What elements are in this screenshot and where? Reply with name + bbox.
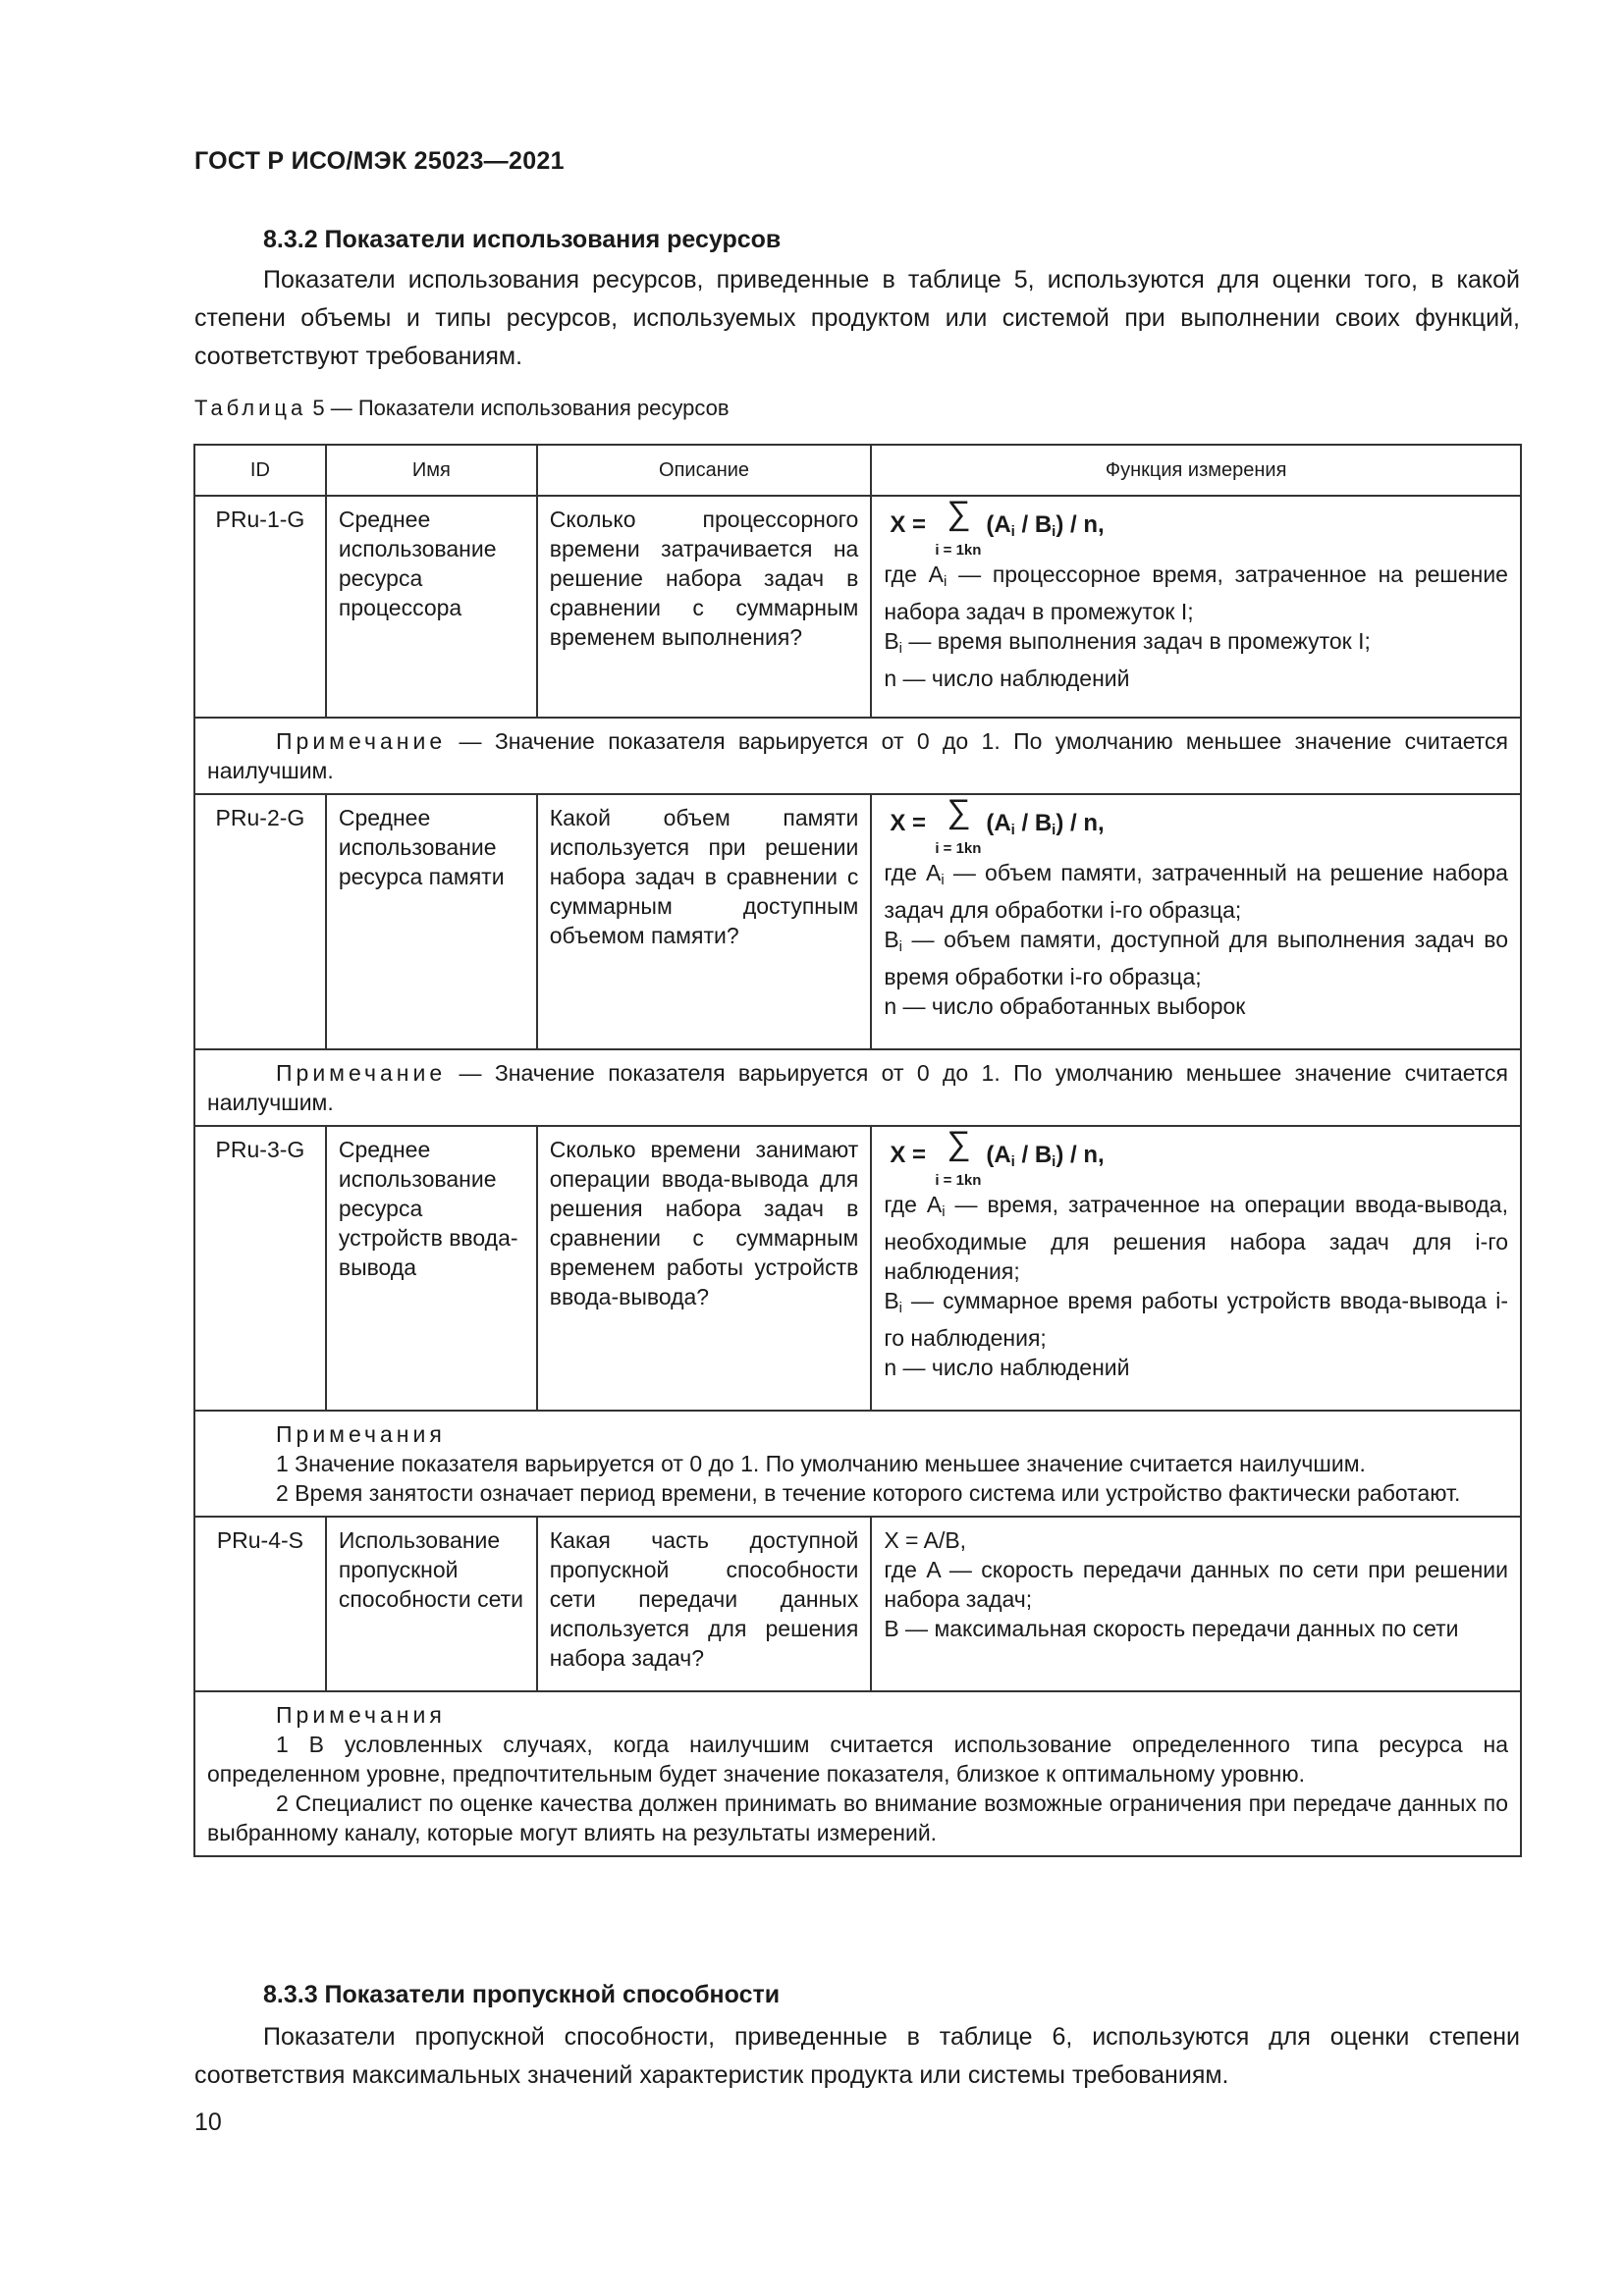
sum-symbol-icon: ∑ (947, 1125, 971, 1162)
resource-utilization-table (193, 444, 1522, 1857)
row-name: Использование пропускной способности сети (326, 1517, 537, 1691)
table-caption (194, 396, 730, 421)
page-number: 10 (194, 2109, 222, 2136)
row-name: Среднее использование ресурса памяти (326, 794, 537, 1049)
row-description: Сколько процессорного времени затрачивается на решение набора задач в сравнении с суммарным временем выполнения? (537, 496, 872, 718)
row-id: PRu-2-G (194, 794, 326, 1049)
formula: X = ∑ i = 1kn $(A_i / B_i)$ / n, (890, 793, 1105, 857)
notes-label: Примечания (276, 1421, 446, 1447)
section-heading-8-3-3: 8.3.3 Показатели пропускной способности (263, 1981, 781, 2008)
header-id: ID (194, 445, 326, 496)
table-row (194, 496, 1521, 718)
document-header: ГОСТ Р ИСО/МЭК 25023—2021 (194, 147, 565, 175)
function-line: где $A_i$ — объем памяти, затраченный на решение набора задач для обработки i-го образца; (884, 860, 1508, 923)
function-line: n — число наблюдений (884, 666, 1130, 691)
table-caption-title: 5 — Показатели использования ресурсов (312, 396, 730, 420)
note-cell: Примечание — Значение показателя варьируется от 0 до 1. По умолчанию меньшее значение считается наилучшим. (194, 1049, 1521, 1126)
row-id: PRu-1-G (194, 496, 326, 718)
note-item: 1 В условленных случаях, когда наилучшим считается использование определенного типа ресурса на определенном уровне, предпочтительным будет значение показателя, близкое к оптимальному уровню. (207, 1732, 1508, 1787)
function-line: $B_i$ — объем памяти, доступной для выполнения задач во время обработки i-го образца; (884, 927, 1508, 989)
note-row (194, 1049, 1521, 1126)
header-name: Имя (326, 445, 537, 496)
table-header-row (194, 445, 1521, 496)
table-row (194, 794, 1521, 1049)
note-cell: Примечание — Значение показателя варьируется от 0 до 1. По умолчанию меньшее значение считается наилучшим. (194, 718, 1521, 794)
section-heading-8-3-2: 8.3.2 Показатели использования ресурсов (263, 226, 782, 253)
function-line: n — число обработанных выборок (884, 993, 1246, 1019)
function-line: где A — скорость передачи данных по сети при решении набора задач; (884, 1557, 1508, 1612)
note-row (194, 1411, 1521, 1517)
row-function (871, 496, 1521, 718)
note-item: 1 Значение показателя варьируется от 0 до 1. По умолчанию меньшее значение считается наилучшим. (276, 1451, 1366, 1476)
note-row (194, 718, 1521, 794)
table-row (194, 1517, 1521, 1691)
function-line: B — максимальная скорость передачи данных по сети (884, 1616, 1459, 1641)
section-paragraph-8-3-3: Показатели пропускной способности, приведенные в таблице 6, используются для оценки степени соответствия максимальных значений характеристик продукта или системы требованиям. (194, 2023, 1520, 2089)
formula: X = ∑ i = 1kn $(A_i / B_i)$ / n, (890, 1125, 1105, 1189)
function-line: $B_i$ — время выполнения задач в промежуток I; (884, 628, 1371, 657)
formula: X = ∑ i = 1kn $(A_i / B_i)$ / n, (890, 495, 1105, 559)
table-row (194, 1126, 1521, 1411)
header-description: Описание (537, 445, 872, 496)
note-item: 2 Специалист по оценке качества должен принимать во внимание возможные ограничения при передаче данных по выбранному каналу, которые могут влиять на результаты измерений. (207, 1790, 1508, 1845)
header-function: Функция измерения (871, 445, 1521, 496)
row-id: PRu-3-G (194, 1126, 326, 1411)
row-function (871, 794, 1521, 1049)
note-cell (194, 1691, 1521, 1856)
row-description: Какой объем памяти используется при решении набора задач в сравнении с суммарным доступным объемом памяти? (537, 794, 872, 1049)
sum-symbol-icon: ∑ (947, 793, 971, 830)
function-line: где $A_i$ — процессорное время, затраченное на решение набора задач в промежуток I; (884, 561, 1508, 624)
note-cell (194, 1411, 1521, 1517)
row-description: Какая часть доступной пропускной способности сети передачи данных используется для решения набора задач? (537, 1517, 872, 1691)
row-id: PRu-4-S (194, 1517, 326, 1691)
row-function (871, 1126, 1521, 1411)
function-line: $B_i$ — суммарное время работы устройств ввода-вывода i-го наблюдения; (884, 1288, 1508, 1351)
table-caption-label: Таблица (194, 396, 307, 420)
row-name: Среднее использование ресурса устройств ввода-вывода (326, 1126, 537, 1411)
row-name: Среднее использование ресурса процессора (326, 496, 537, 718)
notes-label: Примечания (276, 1702, 446, 1728)
note-item: 2 Время занятости означает период времени, в течение которого система или устройство фактически работают. (276, 1480, 1461, 1506)
sum-symbol-icon: ∑ (947, 495, 971, 532)
function-line: где $A_i$ — время, затраченное на операции ввода-вывода, необходимые для решения набора задач для i-го наблюдения; (884, 1192, 1508, 1284)
row-description: Сколько времени занимают операции ввода-вывода для решения набора задач в сравнении с суммарным временем работы устройств ввода-вывода? (537, 1126, 872, 1411)
function-line: n — число наблюдений (884, 1355, 1130, 1380)
function-line: X = A/B, (884, 1527, 967, 1553)
row-function (871, 1517, 1521, 1691)
section-paragraph-8-3-2: Показатели использования ресурсов, приведенные в таблице 5, используются для оценки того, в какой степени объемы и типы ресурсов, используемых продуктом или системой при выполнении своих функций, соответствуют требованиям. (194, 266, 1520, 370)
note-row (194, 1691, 1521, 1856)
